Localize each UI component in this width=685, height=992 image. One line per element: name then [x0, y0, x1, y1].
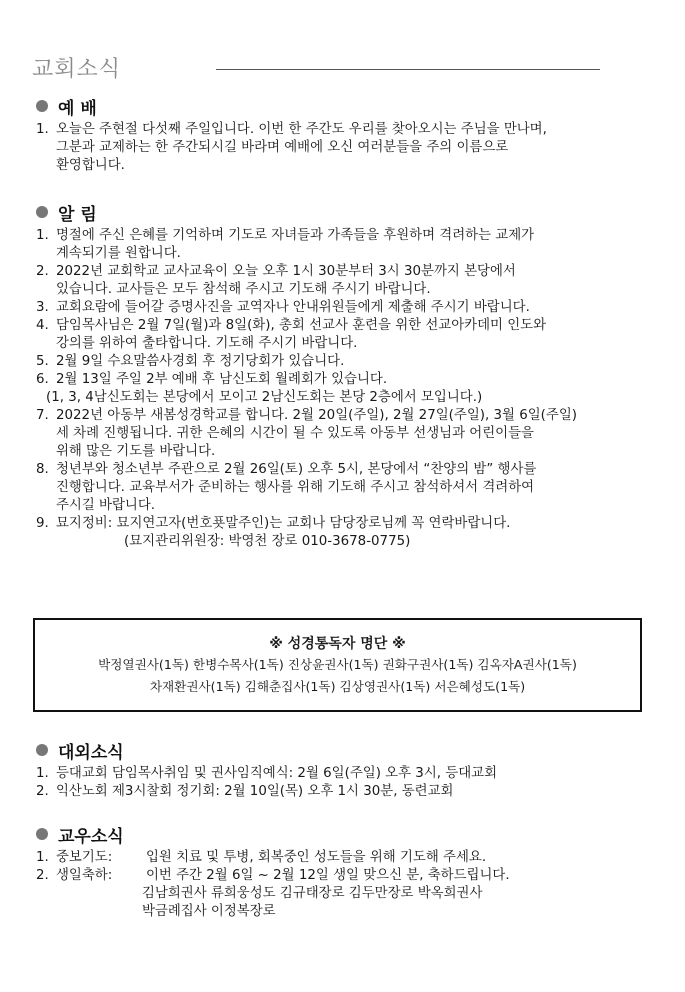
section-external	[36, 738, 646, 801]
item-text: 2월 9일 수요말씀사경회 후 정기당회가 있습니다.	[56, 354, 345, 369]
birthday-names-line: 박금례집사 이정복장로	[142, 904, 276, 919]
list-item	[36, 515, 646, 533]
page-title: 교회소식	[32, 57, 122, 82]
item-number: 9.	[36, 516, 49, 531]
external-list	[36, 765, 646, 801]
box-names-line: 차재환권사(1독) 김해춘집사(1독) 김상영권사(1독) 서은혜성도(1독)	[149, 679, 526, 694]
section-title: 예 배	[58, 98, 97, 119]
list-item	[36, 227, 646, 263]
item-number: 8.	[36, 462, 49, 477]
item-subtext: (묘지관리위원장: 박영천 장로 010-3678-0775)	[124, 534, 411, 549]
list-item	[36, 849, 646, 867]
section-members	[36, 822, 646, 921]
list-item	[36, 121, 646, 175]
item-text: 등대교회 담임목사취임 및 권사임직예식: 2월 6일(주일) 오후 3시, 등대교회	[56, 766, 498, 781]
worship-list	[36, 121, 646, 175]
list-item	[36, 263, 646, 299]
section-head-notices	[36, 200, 646, 224]
list-item	[36, 317, 646, 353]
item-label: 중보기도:	[56, 850, 113, 865]
list-item	[36, 299, 646, 317]
item-text: 2022년 아동부 새봄성경학교를 합니다. 2월 20일(주일), 2월 27일(주일), 3월 6일(주일) 세 차례 진행됩니다. 귀한 은혜의 시간이 될 수 있도록 아동부 선생님과 어린이들을 위해 많은 기도를 바랍니다.	[56, 408, 577, 459]
item-text: 묘지정비: 묘지연고자(번호푯말주인)는 교회나 담당장로님께 꼭 연락바랍니다.	[56, 516, 511, 531]
bullet-icon	[36, 206, 48, 218]
item-text: 2022년 교회학교 교사교육이 오늘 오후 1시 30분부터 3시 30분까지 본당에서 있습니다. 교사들은 모두 참석해 주시고 기도해 주시기 바랍니다.	[56, 264, 516, 297]
box-names-line: 박정열권사(1독) 한병수목사(1독) 진상윤권사(1독) 권화구권사(1독) 김옥자A권사(1독)	[98, 657, 577, 672]
page-header	[32, 52, 632, 86]
item-number: 4.	[36, 318, 49, 333]
box-title: ※ 성경통독자 명단 ※	[269, 636, 406, 652]
item-text: 오늘은 주현절 다섯째 주일입니다. 이번 한 주간도 우리를 찾아오시는 주님을 만나며, 그분과 교제하는 한 주간되시길 바라며 예배에 오신 여러분들을 주의 이름으로 환영합니다.	[56, 122, 547, 173]
header-rule	[216, 69, 600, 70]
item-number: 3.	[36, 300, 49, 315]
section-head-worship	[36, 94, 646, 118]
item-text: 담임목사님은 2월 7일(월)과 8일(화), 총회 선교사 훈련을 위한 선교아카데미 인도와 강의를 위하여 출타합니다. 기도해 주시기 바랍니다.	[56, 318, 547, 351]
section-title: 교우소식	[58, 826, 124, 847]
section-notices	[36, 200, 646, 551]
list-item	[36, 765, 646, 783]
section-worship	[36, 94, 646, 175]
item-text: 청년부와 청소년부 주관으로 2월 26일(토) 오후 5시, 본당에서 “찬양의 밤” 행사를 진행합니다. 교육부서가 준비하는 행사를 위해 기도해 주시고 참석하셔서 격려하여 주시길 바랍니다.	[56, 462, 537, 513]
item-number: 1.	[36, 766, 49, 781]
list-item	[36, 461, 646, 515]
item-number: 2.	[36, 264, 49, 279]
item-text: 2월 13일 주일 2부 예배 후 남신도회 월례회가 있습니다.	[56, 372, 388, 387]
list-item	[36, 353, 646, 371]
bullet-icon	[36, 828, 48, 840]
bullet-icon	[36, 100, 48, 112]
members-list	[36, 849, 646, 921]
birthday-names-line: 김남희권사 류희웅성도 김규태장로 김두만장로 박옥희권사	[142, 886, 483, 901]
list-item	[36, 783, 646, 801]
item-text: 교회요람에 들어갈 증명사진을 교역자나 안내위원들에게 제출해 주시기 바랍니다.	[56, 300, 530, 315]
item-subtext: (1, 3, 4남신도회는 본당에서 모이고 2남신도회는 본당 2층에서 모입니다.)	[46, 390, 483, 405]
item-number: 6.	[36, 372, 49, 387]
bullet-icon	[36, 744, 48, 756]
bible-reading-box	[33, 618, 642, 712]
item-number: 2.	[36, 784, 49, 799]
item-number: 7.	[36, 408, 49, 423]
item-number: 1.	[36, 850, 49, 865]
item-number: 1.	[36, 122, 49, 137]
notices-list	[36, 227, 646, 551]
list-item	[36, 371, 646, 389]
section-head-external	[36, 738, 646, 762]
item-number: 1.	[36, 228, 49, 243]
item-text: 명절에 주신 은혜를 기억하며 기도로 자녀들과 가족들을 후원하며 격려하는 교제가 계속되기를 원합니다.	[56, 228, 535, 261]
item-text: 익산노회 제3시찰회 정기회: 2월 10일(목) 오후 1시 30분, 동련교회	[56, 784, 454, 799]
section-title: 알 림	[58, 204, 97, 225]
item-number: 5.	[36, 354, 49, 369]
item-text: 입원 치료 및 투병, 회복중인 성도들을 위해 기도해 주세요.	[146, 850, 487, 865]
item-label: 생일축하:	[56, 868, 113, 883]
list-item	[36, 407, 646, 461]
section-title: 대외소식	[58, 742, 124, 763]
item-number: 2.	[36, 868, 49, 883]
section-head-members	[36, 822, 646, 846]
list-item	[36, 867, 646, 885]
item-text: 이번 주간 2월 6일 ~ 2월 12일 생일 맞으신 분, 축하드립니다.	[146, 868, 510, 883]
